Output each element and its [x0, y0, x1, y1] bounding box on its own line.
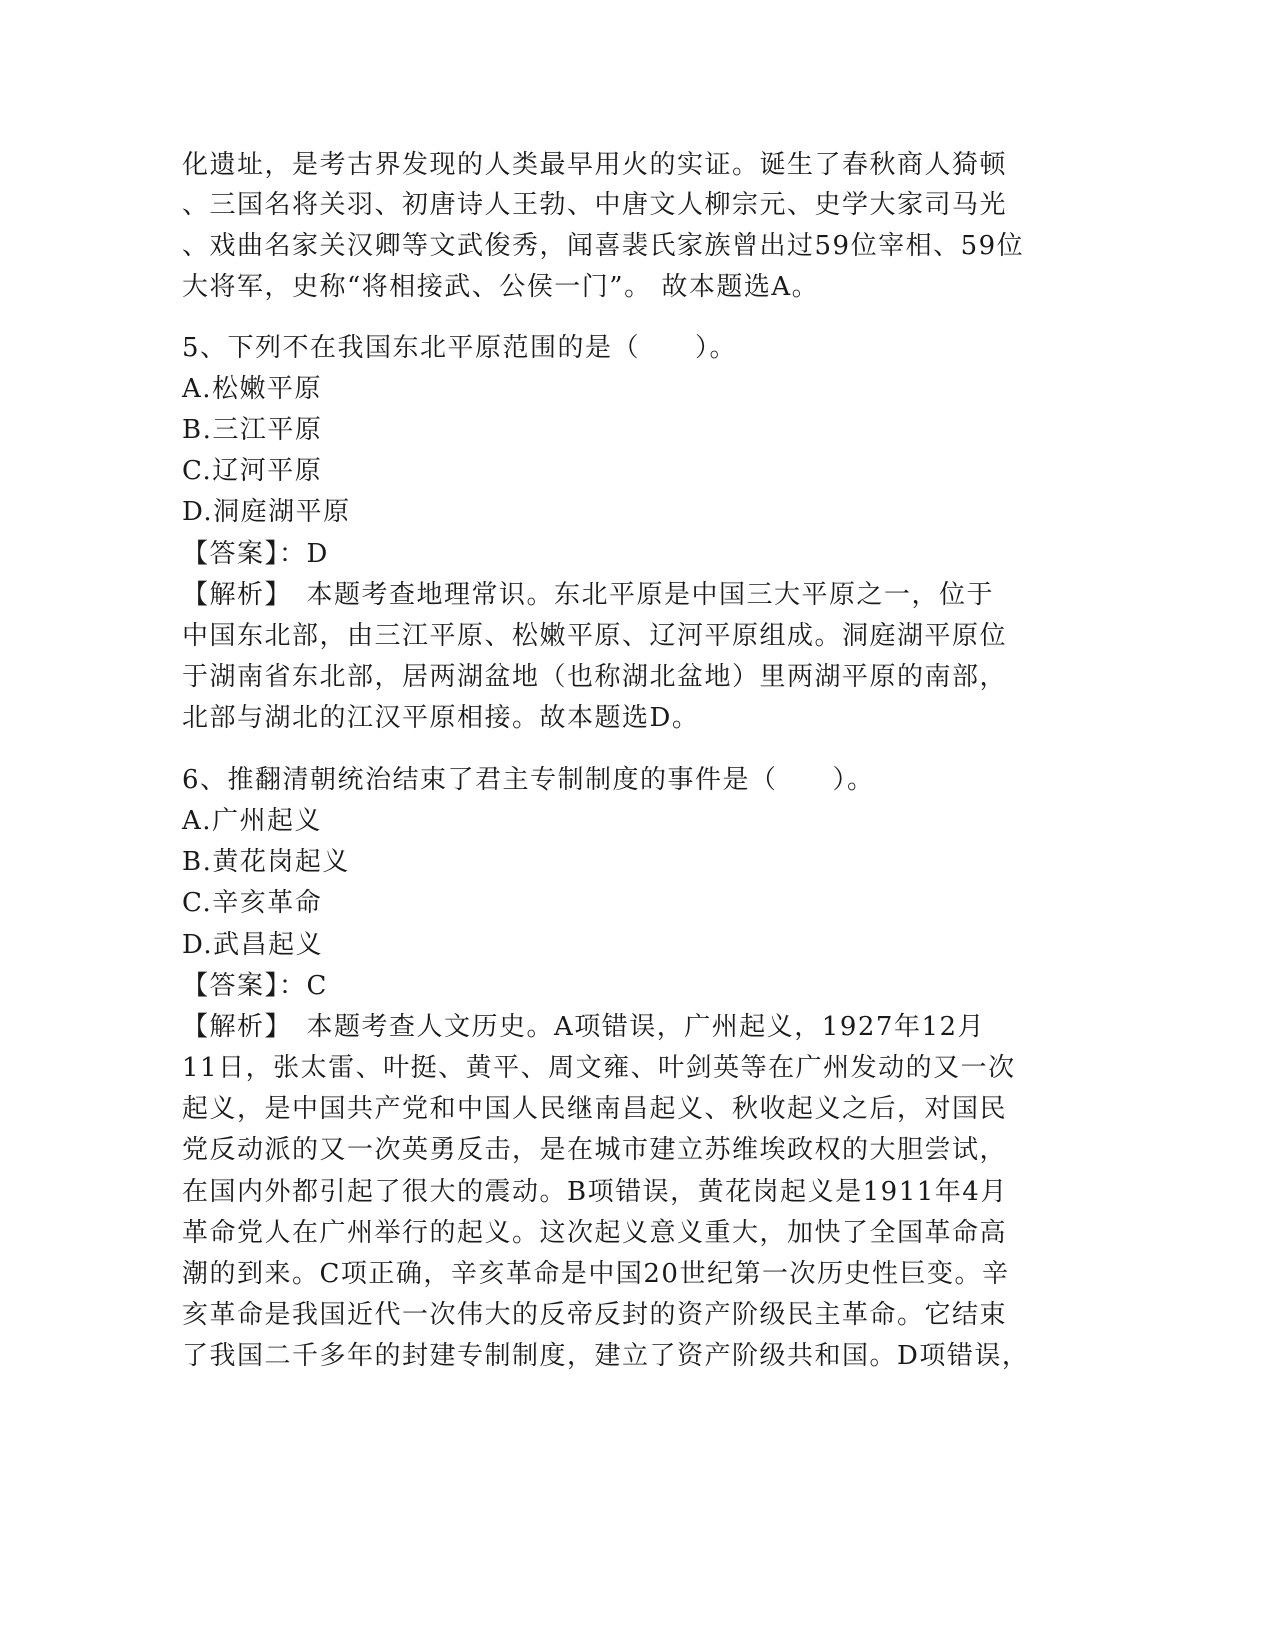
question-6-analysis-line: 了我国二千多年的封建专制制度，建立了资产阶级共和国。D项错误，: [182, 1341, 1030, 1371]
question-6-analysis-line: 党反动派的又一次英勇反击，是在城市建立苏维埃政权的大胆尝试，: [182, 1135, 1008, 1165]
question-6-analysis-line: 【解析】 本题考查人文历史。A项错误，广州起义，1927年12月: [182, 1012, 986, 1042]
question-6-option-d: D.武昌起义: [182, 930, 324, 960]
question-6-analysis-line: 起义，是中国共产党和中国人民继南昌起义、秋收起义之后，对国民: [182, 1094, 1008, 1124]
intro-line: 化遗址，是考古界发现的人类最早用火的实证。诞生了春秋商人猗顿: [182, 150, 1008, 180]
question-6-analysis-line: 11日，张太雷、叶挺、黄平、周文雍、叶剑英等在广州发动的又一次: [182, 1053, 1016, 1083]
question-5-analysis-line: 中国东北部，由三江平原、松嫩平原、辽河平原组成。洞庭湖平原位: [182, 621, 1008, 651]
question-6-analysis-line: 革命党人在广州举行的起义。这次起义意义重大，加快了全国革命高: [182, 1218, 1008, 1248]
question-5-analysis-line: 北部与湖北的江汉平原相接。故本题选D。: [182, 703, 700, 733]
intro-line: 、戏曲名家关汉卿等文武俊秀，闻喜裴氏家族曾出过59位宰相、59位: [182, 231, 1025, 261]
question-6-analysis-line: 在国内外都引起了很大的震动。B项错误，黄花岗起义是1911年4月: [182, 1177, 1008, 1207]
intro-line: 、三国名将关羽、初唐诗人王勃、中唐文人柳宗元、史学大家司马光: [182, 190, 1008, 220]
question-6-analysis-line: 亥革命是我国近代一次伟大的反帝反封的资产阶级民主革命。它结束: [182, 1300, 1008, 1330]
question-6-option-b: B.黄花岗起义: [182, 847, 350, 877]
question-5-option-d: D.洞庭湖平原: [182, 497, 351, 527]
question-5-answer: 【答案】：D: [182, 539, 329, 569]
question-5-option-b: B.三江平原: [182, 415, 323, 445]
intro-line: 大将军，史称“将相接武、公侯一门”。 故本题选A。: [182, 272, 820, 302]
question-5-text: 5、下列不在我国东北平原范围的是（ ）。: [182, 333, 738, 363]
question-5-option-a: A.松嫩平原: [182, 374, 323, 404]
question-6-analysis-line: 潮的到来。C项正确，辛亥革命是中国20世纪第一次历史性巨变。辛: [182, 1259, 1010, 1289]
question-6-option-c: C.辛亥革命: [182, 888, 323, 918]
question-5-analysis-line: 于湖南省东北部，居两湖盆地（也称湖北盆地）里两湖平原的南部，: [182, 662, 1008, 692]
question-6-option-a: A.广州起义: [182, 806, 323, 836]
question-6-text: 6、推翻清朝统治结束了君主专制制度的事件是（ ）。: [182, 765, 875, 795]
question-6-answer: 【答案】：C: [182, 971, 328, 1001]
question-5-analysis-line: 【解析】 本题考查地理常识。东北平原是中国三大平原之一，位于: [182, 580, 995, 610]
question-5-option-c: C.辽河平原: [182, 456, 323, 486]
